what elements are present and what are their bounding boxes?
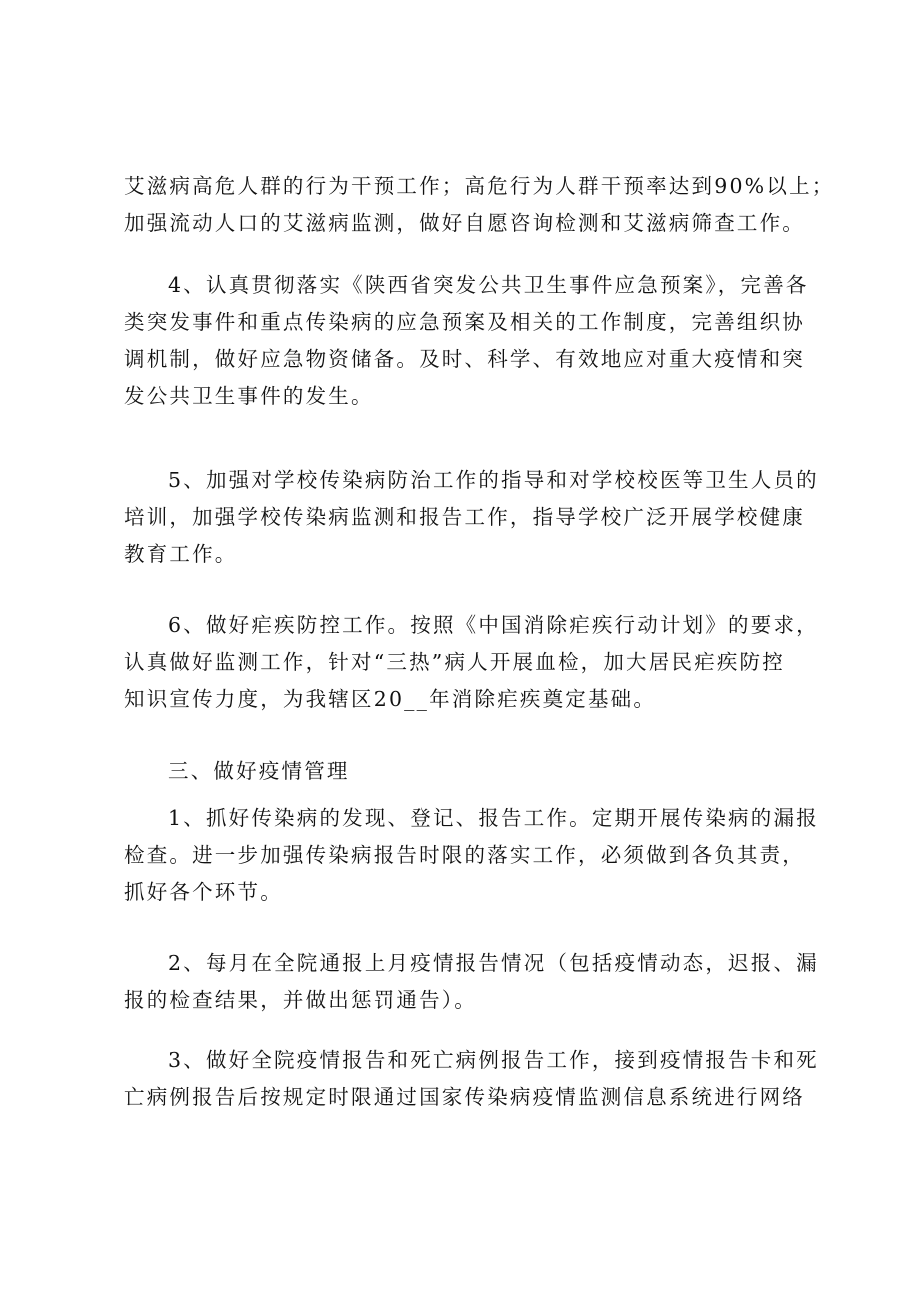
text-line: 调机制，做好应急物资储备。及时、科学、有效地应对重大疫情和突	[124, 347, 805, 371]
paragraph-item-5-school-training	[124, 462, 824, 573]
paragraph-item-4-emergency-plan	[124, 267, 824, 415]
text-line: 检查。进一步加强传染病报告时限的落实工作，必须做到各负其责，	[124, 843, 805, 867]
paragraph-item-3-death-report	[124, 1042, 824, 1116]
section-heading-3	[124, 753, 824, 790]
text-line: 加强流动人口的艾滋病监测，做好自愿咨询检测和艾滋病筛查工作。	[124, 211, 805, 235]
text-line: 教育工作。	[124, 542, 238, 566]
text-line: 3、做好全院疫情报告和死亡病例报告工作，接到疫情报告卡和死	[168, 1048, 819, 1072]
paragraph-aids-intervention	[124, 168, 835, 242]
paragraph-item-1-reporting	[124, 800, 824, 911]
text-line: 艾滋病高危人群的行为干预工作；高危行为人群干预率达到90%以上；	[124, 174, 835, 198]
text-line: 报的检查结果，并做出惩罚通告）。	[124, 988, 477, 1012]
paragraph-item-6-malaria-control	[124, 607, 824, 718]
text-line: 抓好各个环节。	[124, 880, 283, 904]
text-line: 2、每月在全院通报上月疫情报告情况（包括疫情动态，迟报、漏	[168, 951, 819, 975]
text-line: 类突发事件和重点传染病的应急预案及相关的工作制度，完善组织协	[124, 310, 805, 334]
text-line: 知识宣传力度，为我辖区20__年消除疟疾奠定基础。	[124, 687, 657, 711]
text-line: 4、认真贯彻落实《陕西省突发公共卫生事件应急预案》，完善各	[168, 273, 809, 297]
section-title: 三、做好疫情管理	[168, 759, 350, 783]
paragraph-item-2-monthly-report	[124, 945, 824, 1019]
text-line: 认真做好监测工作，针对“三热”病人开展血检，加大居民疟疾防控	[124, 650, 785, 674]
text-line: 亡病例报告后按规定时限通过国家传染病疫情监测信息系统进行网络	[124, 1085, 805, 1109]
text-line: 5、加强对学校传染病防治工作的指导和对学校校医等卫生人员的	[168, 468, 819, 492]
text-line: 6、做好疟疾防控工作。按照《中国消除疟疾行动计划》的要求，	[168, 613, 819, 637]
text-line: 发公共卫生事件的发生。	[124, 384, 374, 408]
text-line: 1、抓好传染病的发现、登记、报告工作。定期开展传染病的漏报	[168, 806, 819, 830]
text-line: 培训，加强学校传染病监测和报告工作，指导学校广泛开展学校健康	[124, 505, 805, 529]
